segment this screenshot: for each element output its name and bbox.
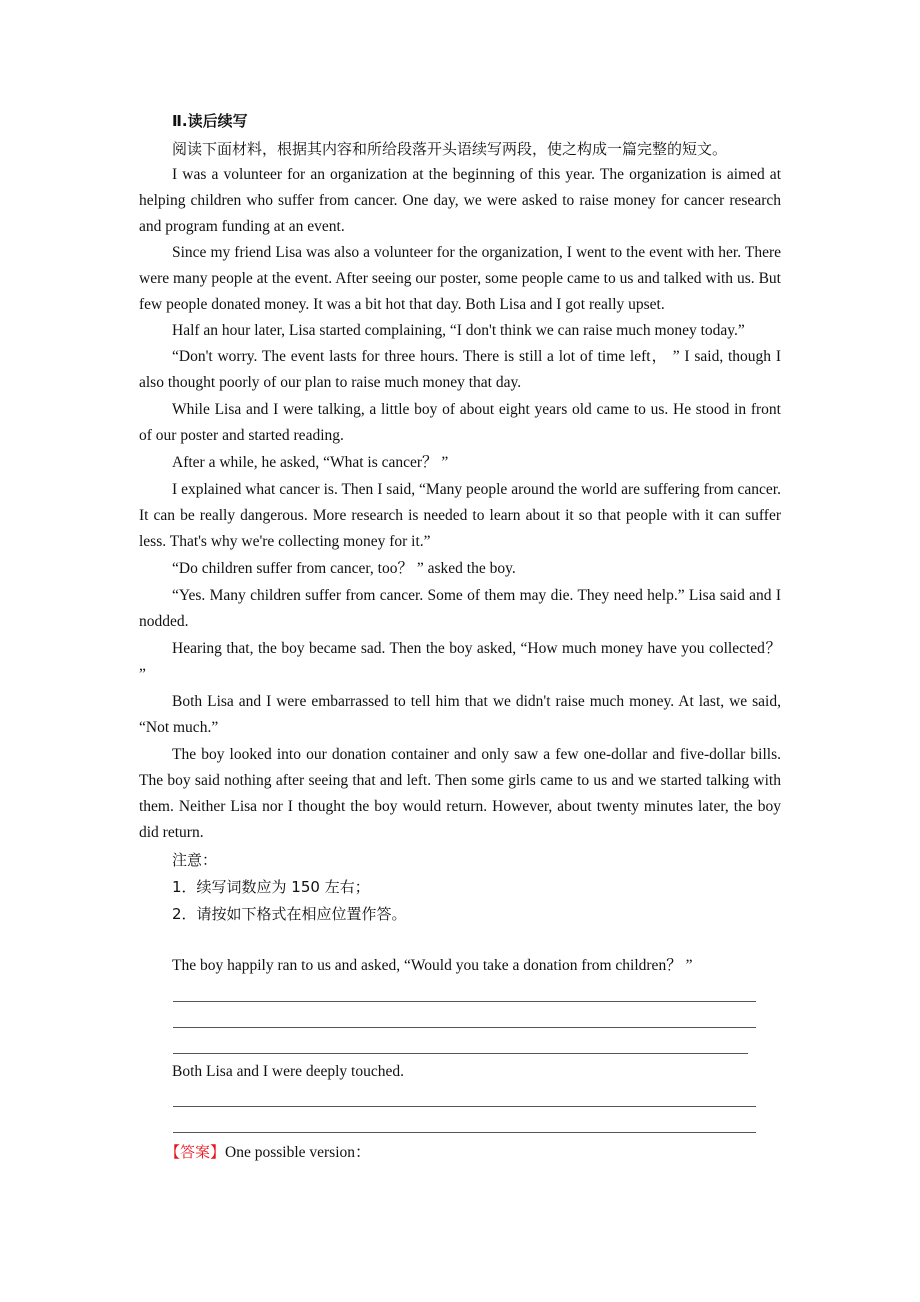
passage-paragraph: Hearing that, the boy became sad. Then the boy asked, “How much money have you collected？ ” (139, 640, 781, 683)
notes-label: 注意： (172, 851, 218, 869)
answer-text: One possible version： (225, 1144, 371, 1161)
passage-paragraph: I explained what cancer is. Then I said, “Many people around the world are suffering from cancer. It can be really dangerous. More research is needed to learn about it so that people with it can suffer less. That's why we're collecting money for it.” (139, 481, 781, 550)
note-item: 2．请按如下格式在相应位置作答。 (172, 905, 407, 923)
passage-paragraph: Since my friend Lisa was also a volunteer for the organization, I went to the event with her. There were many people at the event. After seeing our poster, some people came to us and talked with us. But few people donated money. It was a bit hot that day. Both Lisa and I got really upset. (139, 244, 781, 313)
instruction-text: 阅读下面材料，根据其内容和所给段落开头语续写两段，使之构成一篇完整的短文。 (172, 140, 728, 158)
writing-line[interactable] (173, 1053, 748, 1054)
passage-paragraph: Both Lisa and I were embarrassed to tell him that we didn't raise much money. At last, we said, “Not much.” (139, 693, 781, 736)
document-body (139, 108, 781, 927)
paragraph1-opening: The boy happily ran to us and asked, “Would you take a donation from children？ ” (172, 957, 693, 974)
writing-line[interactable] (173, 1001, 756, 1002)
writing-line[interactable] (173, 1027, 756, 1028)
writing-line[interactable] (173, 1132, 756, 1133)
passage-paragraph: “Do children suffer from cancer, too？ ” asked the boy. (172, 560, 516, 577)
writing-line[interactable] (173, 1106, 756, 1107)
passage-paragraph: “Don't worry. The event lasts for three hours. There is still a lot of time left， ” I said, though I also thought poorly of our plan to raise much money that day. (139, 348, 781, 391)
section-heading: Ⅱ.读后续写 (172, 112, 248, 130)
passage-paragraph: I was a volunteer for an organization at the beginning of this year. The organization is aimed at helping children who suffer from cancer. One day, we were asked to raise money for cancer research and program funding at an event. (139, 166, 781, 235)
answer-tag: 【答案】 (165, 1143, 226, 1161)
passage-paragraph: Half an hour later, Lisa started complaining, “I don't think we can raise much money today.” (172, 322, 745, 339)
note-item: 1．续写词数应为 150 左右； (172, 878, 370, 896)
paragraph2-opening: Both Lisa and I were deeply touched. (172, 1063, 404, 1080)
passage-paragraph: While Lisa and I were talking, a little boy of about eight years old came to us. He stood in front of our poster and started reading. (139, 401, 781, 444)
passage-paragraph: “Yes. Many children suffer from cancer. Some of them may die. They need help.” Lisa said and I nodded. (139, 587, 781, 630)
answer-line (165, 1139, 371, 1166)
passage-paragraph: The boy looked into our donation container and only saw a few one-dollar and five-dollar bills. The boy said nothing after seeing that and left. Then some girls came to us and we started talking with them. Neither Lisa nor I thought the boy would return. However, about twenty minutes later, the boy did return. (139, 746, 781, 841)
passage-paragraph: After a while, he asked, “What is cancer？ ” (172, 454, 449, 471)
